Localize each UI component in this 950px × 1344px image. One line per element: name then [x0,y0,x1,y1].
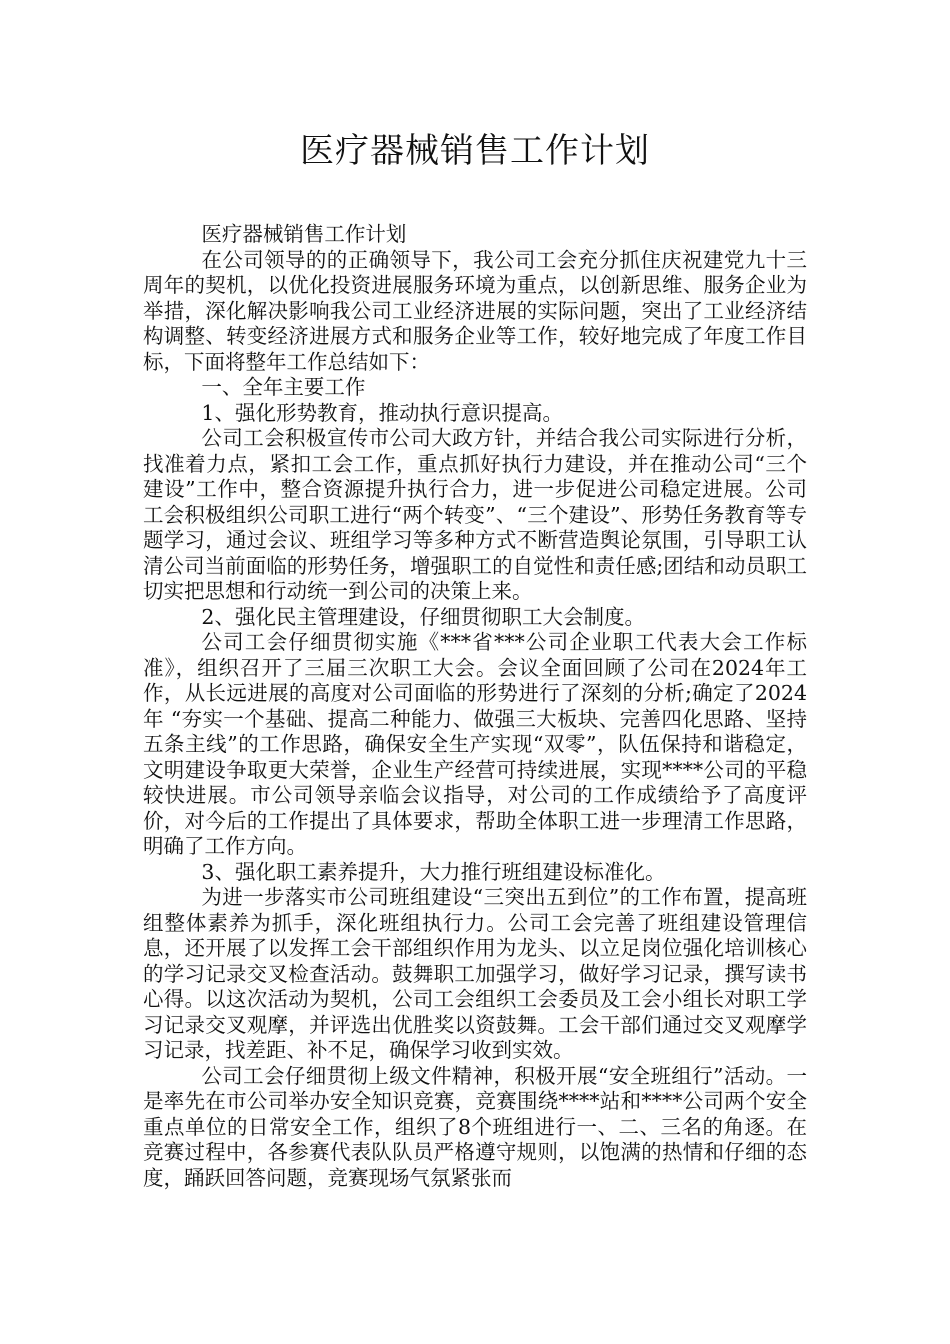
paragraph-3: 为进一步落实市公司班组建设“三突出五到位”的工作布置，提高班组整体素养为抓手，深化班组执行力。公司工会完善了班组建设管理信息，还开展了以发挥工会干部组织作用为龙头、以立足岗位强化培训核心的学习记录交叉检查活动。鼓舞职工加强学习，做好学习记录，撰写读书心得。以这次活动为契机，公司工会组织工会委员及工会小组长对职工学习记录交叉观摩，并评选出优胜奖以资鼓舞。工会干部们通过交叉观摩学习记录，找差距、补不足，确保学习收到实效。 [143,885,807,1062]
paragraph-intro: 在公司领导的的正确领导下，我公司工会充分抓住庆祝建党九十三周年的契机，以优化投资进展服务环境为重点，以创新思维、服务企业为举措，深化解决影响我公司工业经济进展的实际问题，突出了工业经济结构调整、转变经济进展方式和服务企业等工作，较好地完成了年度工作目标，下面将整年工作总结如下： [143,247,807,374]
paragraph-1: 公司工会积极宣传市公司大政方针，并结合我公司实际进行分析，找准着力点，紧扣工会工作，重点抓好执行力建设，并在推动公司“三个建设”工作中，整合资源提升执行合力，进一步促进公司稳定进展。公司工会积极组织公司职工进行“两个转变”、“三个建设”、形势任务教育等专题学习，通过会议、班组学习等多种方式不断营造舆论氛围，引导职工认清公司当前面临的形势任务，增强职工的自觉性和责任感;团结和动员职工切实把思想和行动统一到公司的决策上来。 [143,426,807,603]
subheading-1: 1、强化形势教育，推动执行意识提高。 [201,400,563,425]
subheading-3: 3、强化职工素养提升，大力推行班组建设标准化。 [201,859,666,884]
subheading-2: 2、强化民主管理建设，仔细贯彻职工大会制度。 [201,604,645,629]
document-body [143,222,807,1191]
document-title: 医疗器械销售工作计划 [300,131,650,171]
paragraph-2: 公司工会仔细贯彻实施《***省***公司企业职工代表大会工作标准》，组织召开了三届三次职工大会。会议全面回顾了公司在2024年工作，从长远进展的高度对公司面临的形势进行了深刻的分析;确定了2024年 “夯实一个基础、提高二种能力、做强三大板块、完善四化思路、坚持五条主线”的工作思路，确保安全生产实现“双零”，队伍保持和谐稳定，文明建设争取更大荣誉，企业生产经营可持续进展，实现****公司的平稳较快进展。市公司领导亲临会议指导，对公司的工作成绩给予了高度评价，对今后的工作提出了具体要求，帮助全体职工进一步理清工作思路，明确了工作方向。 [143,630,807,858]
paragraph-heading: 医疗器械销售工作计划 [201,222,407,246]
section-heading-main-work: 一、全年主要工作 [201,375,366,399]
paragraph-4: 公司工会仔细贯彻上级文件精神，积极开展“安全班组行”活动。一是率先在市公司举办安全知识竞赛，竞赛围绕****站和****公司两个安全重点单位的日常安全工作，组织了8个班组进行一、二、三名的角逐。在竞赛过程中，各参赛代表队队员严格遵守规则，以饱满的热情和仔细的态度，踊跃回答问题，竞赛现场气氛紧张而 [143,1063,807,1190]
